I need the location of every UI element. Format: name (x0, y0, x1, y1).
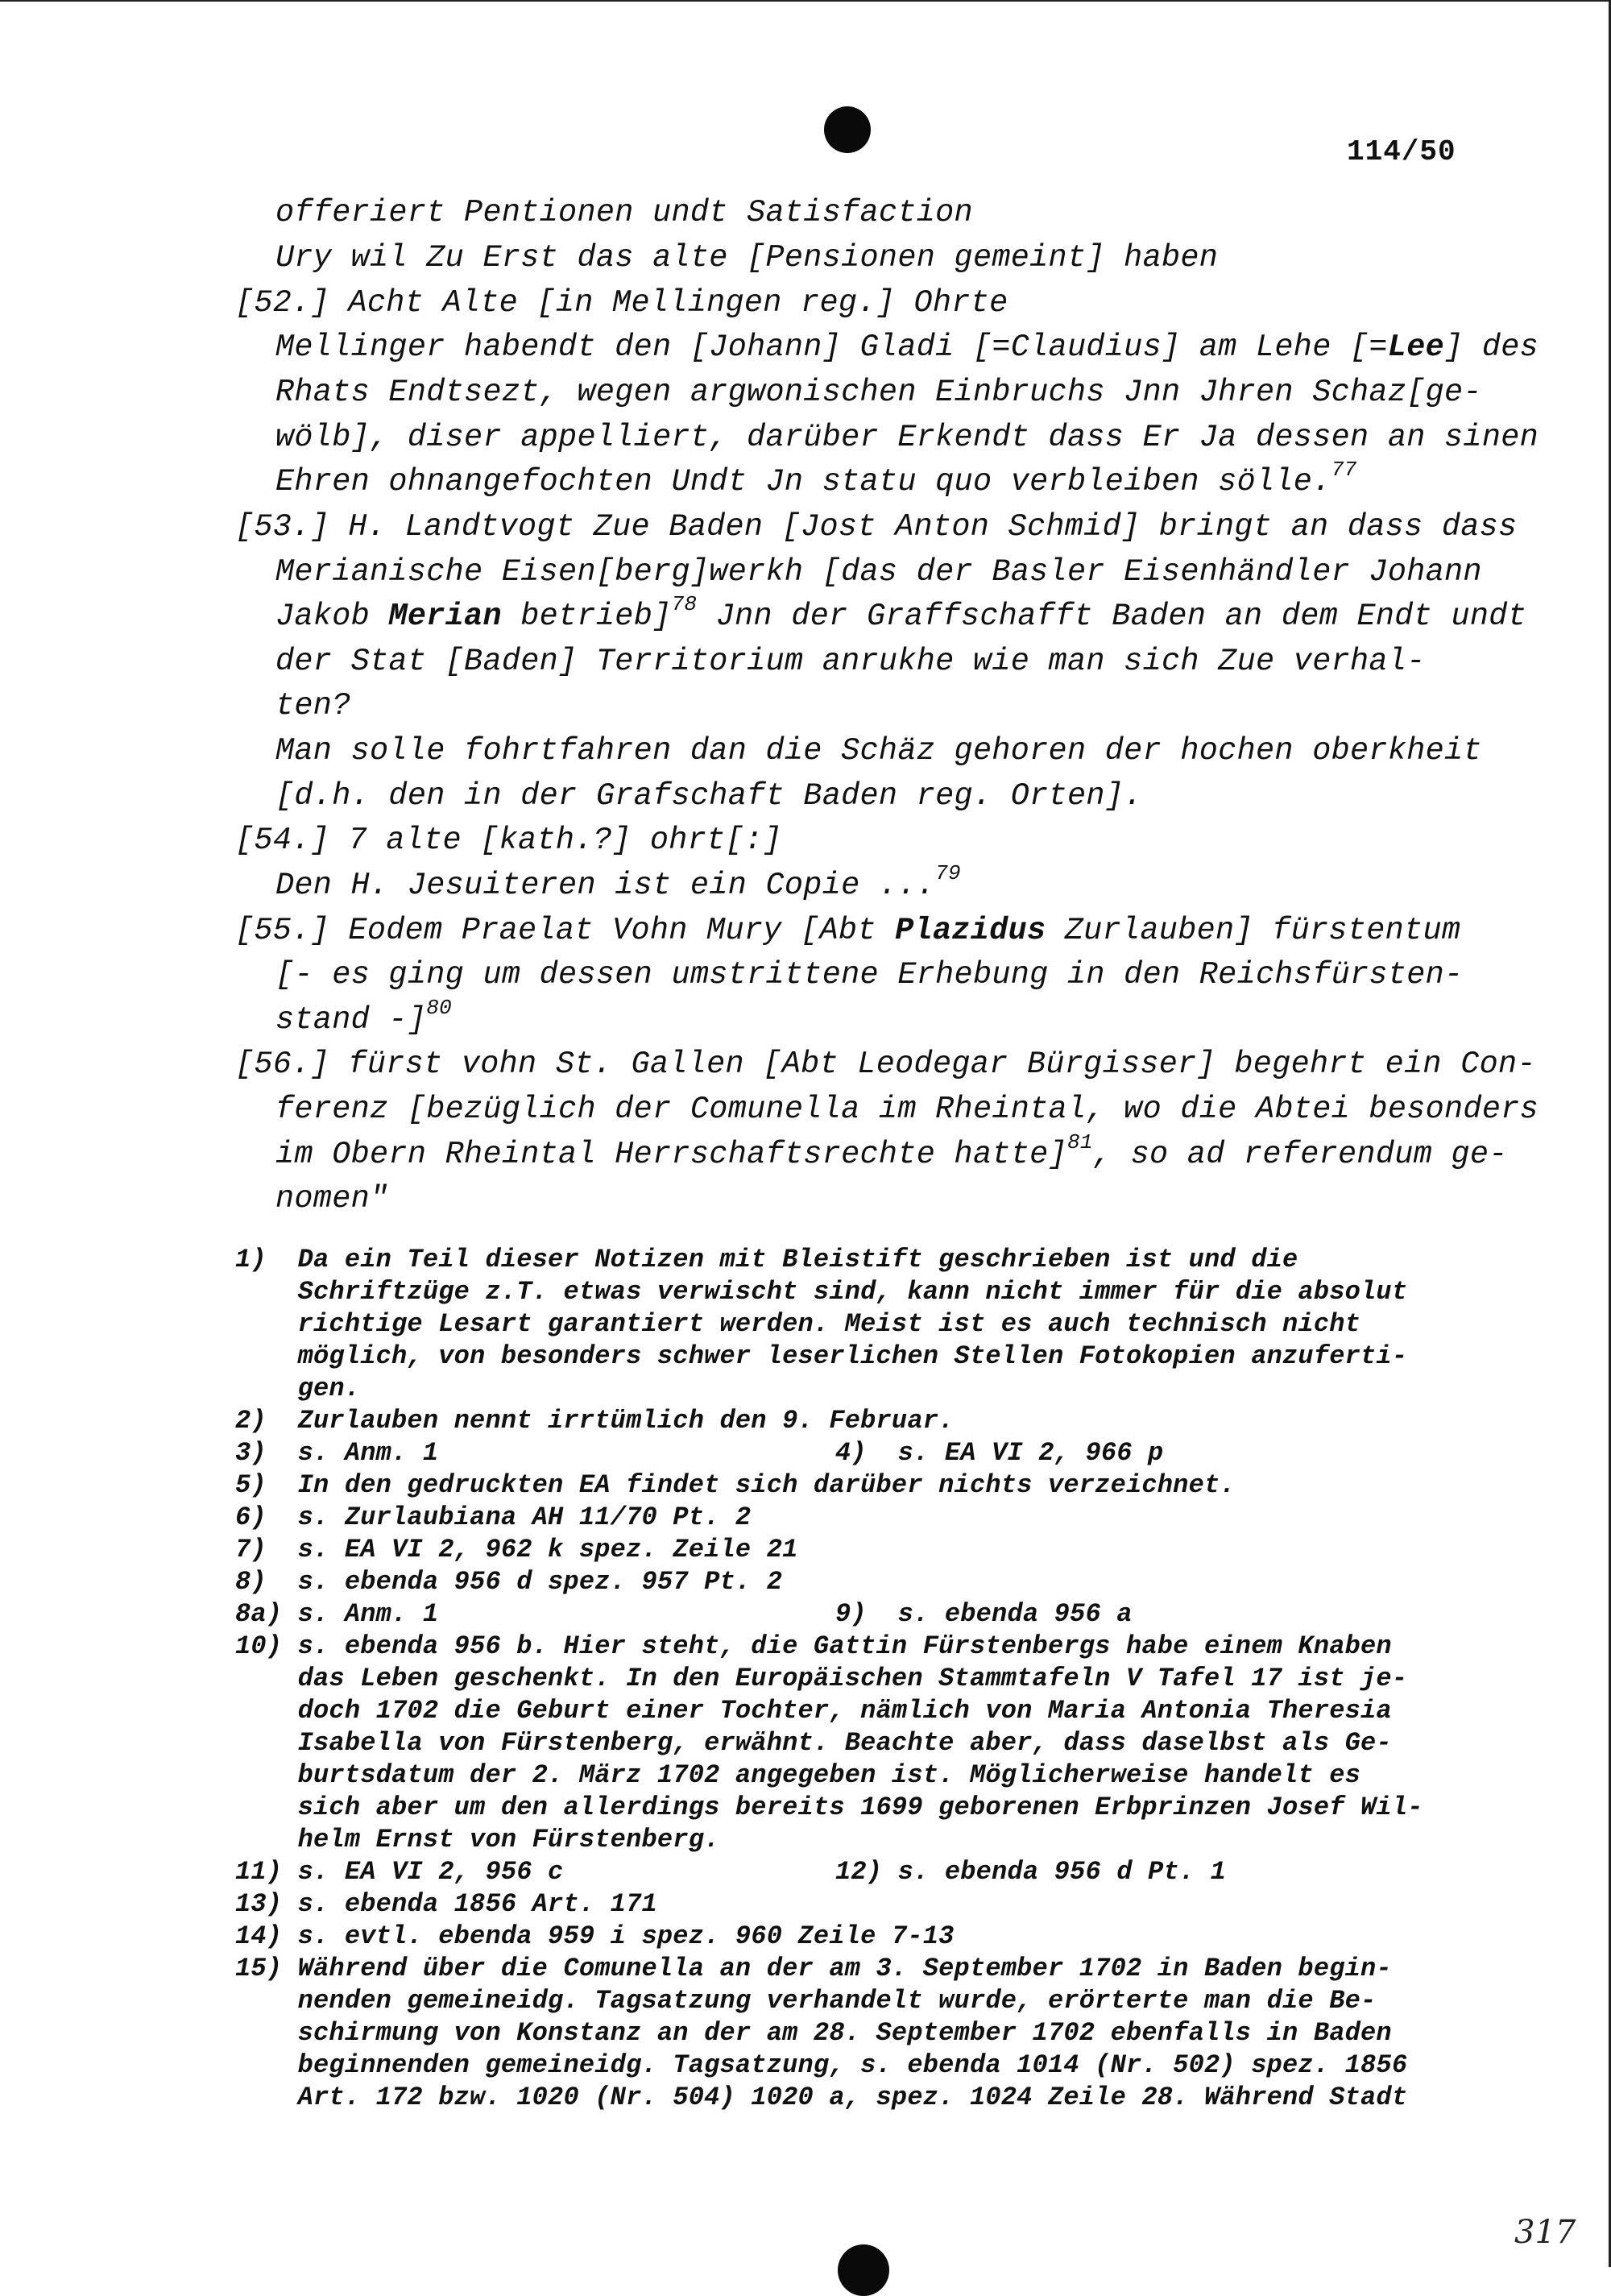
text-line: Ury wil Zu Erst das alte [Pensionen gemeint] haben (275, 240, 1219, 276)
footnote-line: 3) s. Anm. 1 (235, 1438, 439, 1468)
footnote-line: 10) s. ebenda 956 b. Hier steht, die Gattin Fürstenbergs habe einem Knaben (235, 1631, 1392, 1661)
footnote-line: 1) Da ein Teil dieser Notizen mit Bleistift geschrieben ist und die (235, 1245, 1298, 1274)
footnote-line: beginnenden gemeineidg. Tagsatzung, s. ebenda 1014 (Nr. 502) spez. 1856 (235, 2050, 1408, 2080)
footnote-line: richtige Lesart garantiert werden. Meist ist es auch technisch nicht (235, 1309, 1361, 1339)
footnote-line: Isabella von Fürstenberg, erwähnt. Beachte aber, dass daselbst als Ge- (235, 1728, 1392, 1758)
text-line: [54.] 7 alte [kath.?] ohrt[:] (235, 823, 782, 858)
footnote-line: 9) s. ebenda 956 a (835, 1599, 1133, 1629)
footnote-ref: 81 (1066, 1130, 1093, 1155)
footnote-line: das Leben geschenkt. In den Europäischen Stammtafeln V Tafel 17 ist je- (235, 1664, 1408, 1693)
text-line: [53.] H. Landtvogt Zue Baden [Jost Anton Schmid] bringt an dass dass (235, 509, 1518, 545)
footnote-ref: 77 (1331, 458, 1357, 483)
footnote-line: sich aber um den allerdings bereits 1699 geborenen Erbprinzen Josef Wil- (235, 1792, 1423, 1822)
text-line: offeriert Pentionen undt Satisfaction (275, 195, 973, 230)
scan-edge-top (0, 0, 1611, 2)
footnote-line: möglich, von besonders schwer leserlichen Stellen Fotokopien anzuferti- (235, 1341, 1408, 1371)
text-line: der Stat [Baden] Territorium anrukhe wie man sich Zue verhal- (275, 644, 1426, 679)
footnote-ref: 80 (426, 996, 453, 1021)
text-line: ten? (275, 688, 351, 723)
footnote-line: 8a) s. Anm. 1 (235, 1599, 439, 1629)
text-line: stand -]$^{80}$ (275, 996, 453, 1038)
text-line: Mellinger habendt den [Johann] Gladi [=Claudius] am Lehe [=Lee] des (275, 329, 1539, 365)
footnote-line: helm Ernst von Fürstenberg. (235, 1825, 720, 1855)
footnote-line: schirmung von Konstanz an der am 28. September 1702 ebenfalls in Baden (235, 2018, 1392, 2048)
text-line: [- es ging um dessen umstrittene Erhebung in den Reichsfürsten- (275, 957, 1464, 993)
text-line: [56.] fürst vohn St. Gallen [Abt Leodegar Bürgisser] begehrt ein Con- (235, 1046, 1536, 1082)
footnote-line: burtsdatum der 2. März 1702 angegeben ist. Möglicherweise handelt es (235, 1760, 1361, 1790)
text-line: Ehren ohnangefochten Undt Jn statu quo verbleiben sölle.$^{77}$ (275, 458, 1357, 499)
bold-name: Plazidus (895, 913, 1046, 948)
footnote-line: Schriftzüge z.T. etwas verwischt sind, kann nicht immer für die absolut (235, 1277, 1408, 1307)
text-line: [55.] Eodem Praelat Vohn Mury [Abt Plazidus Zurlauben] fürstentum (235, 913, 1461, 948)
footnote-line: 14) s. evtl. ebenda 959 i spez. 960 Zeile 7-13 (235, 1921, 955, 1951)
text-line: wölb], diser appelliert, darüber Erkendt dass Er Ja dessen an sinen (275, 420, 1539, 455)
footnote-line: 4) s. EA VI 2, 966 p (835, 1438, 1164, 1468)
footnote-line: 6) s. Zurlaubiana AH 11/70 Pt. 2 (235, 1502, 752, 1532)
footnote-line: 13) s. ebenda 1856 Art. 171 (235, 1889, 657, 1919)
footnote-ref: 79 (935, 861, 961, 886)
text-line: ferenz [bezüglich der Comunella im Rheintal, wo die Abtei besonders (275, 1092, 1539, 1127)
text-line: Merianische Eisen[berg]werkh [das der Basler Eisenhändler Johann (275, 554, 1482, 590)
text-line: im Obern Rheintal Herrschaftsrechte hatte]$^{81}$, so ad referendum ge- (275, 1130, 1508, 1172)
page-number: 114/50 (1347, 135, 1456, 168)
footnote-line: doch 1702 die Geburt einer Tochter, nämlich von Maria Antonia Theresia (235, 1696, 1392, 1726)
text-line: Den H. Jesuiteren ist ein Copie ...$^{79}$ (275, 861, 961, 903)
text-line: Man solle fohrtfahren dan die Schäz gehoren der hochen oberkheit (275, 733, 1482, 769)
text-line: Rhats Endtsezt, wegen argwonischen Einbruchs Jnn Jhren Schaz[ge- (275, 375, 1482, 410)
text-line: Jakob Merian betrieb]$^{78}$ Jnn der Graffschafft Baden an dem Endt undt (275, 592, 1527, 634)
punch-hole-top (824, 106, 871, 153)
footnote-line: 2) Zurlauben nennt irrtümlich den 9. Februar. (235, 1406, 955, 1436)
footnote-line: gen. (235, 1374, 361, 1403)
text-line: [d.h. den in der Grafschaft Baden reg. Orten]. (275, 778, 1143, 814)
footnote-line: nenden gemeineidg. Tagsatzung verhandelt wurde, erörterte man die Be- (235, 1986, 1377, 2016)
footnote-line: 5) In den gedruckten EA findet sich darüber nichts verzeichnet. (235, 1470, 1236, 1500)
footnote-line: 11) s. EA VI 2, 956 c (235, 1857, 564, 1887)
footnote-line: 8) s. ebenda 956 d spez. 957 Pt. 2 (235, 1567, 783, 1597)
footnote-ref: 78 (671, 592, 698, 617)
footnote-line: Art. 172 bzw. 1020 (Nr. 504) 1020 a, spez. 1024 Zeile 28. Während Stadt (235, 2083, 1408, 2112)
punch-hole-bottom (838, 2244, 889, 2296)
bold-name: Lee (1387, 329, 1445, 365)
handwritten-page-mark: 317 (1514, 2214, 1576, 2251)
footnote-line: 15) Während über die Comunella an der am 3. September 1702 in Baden begin- (235, 1954, 1392, 1983)
text-line: nomen" (275, 1181, 389, 1216)
bold-name: Merian (388, 599, 502, 634)
text-line: [52.] Acht Alte [in Mellingen reg.] Ohrte (235, 285, 1008, 321)
footnote-line: 7) s. EA VI 2, 962 k spez. Zeile 21 (235, 1535, 798, 1565)
footnote-line: 12) s. ebenda 956 d Pt. 1 (835, 1857, 1227, 1887)
